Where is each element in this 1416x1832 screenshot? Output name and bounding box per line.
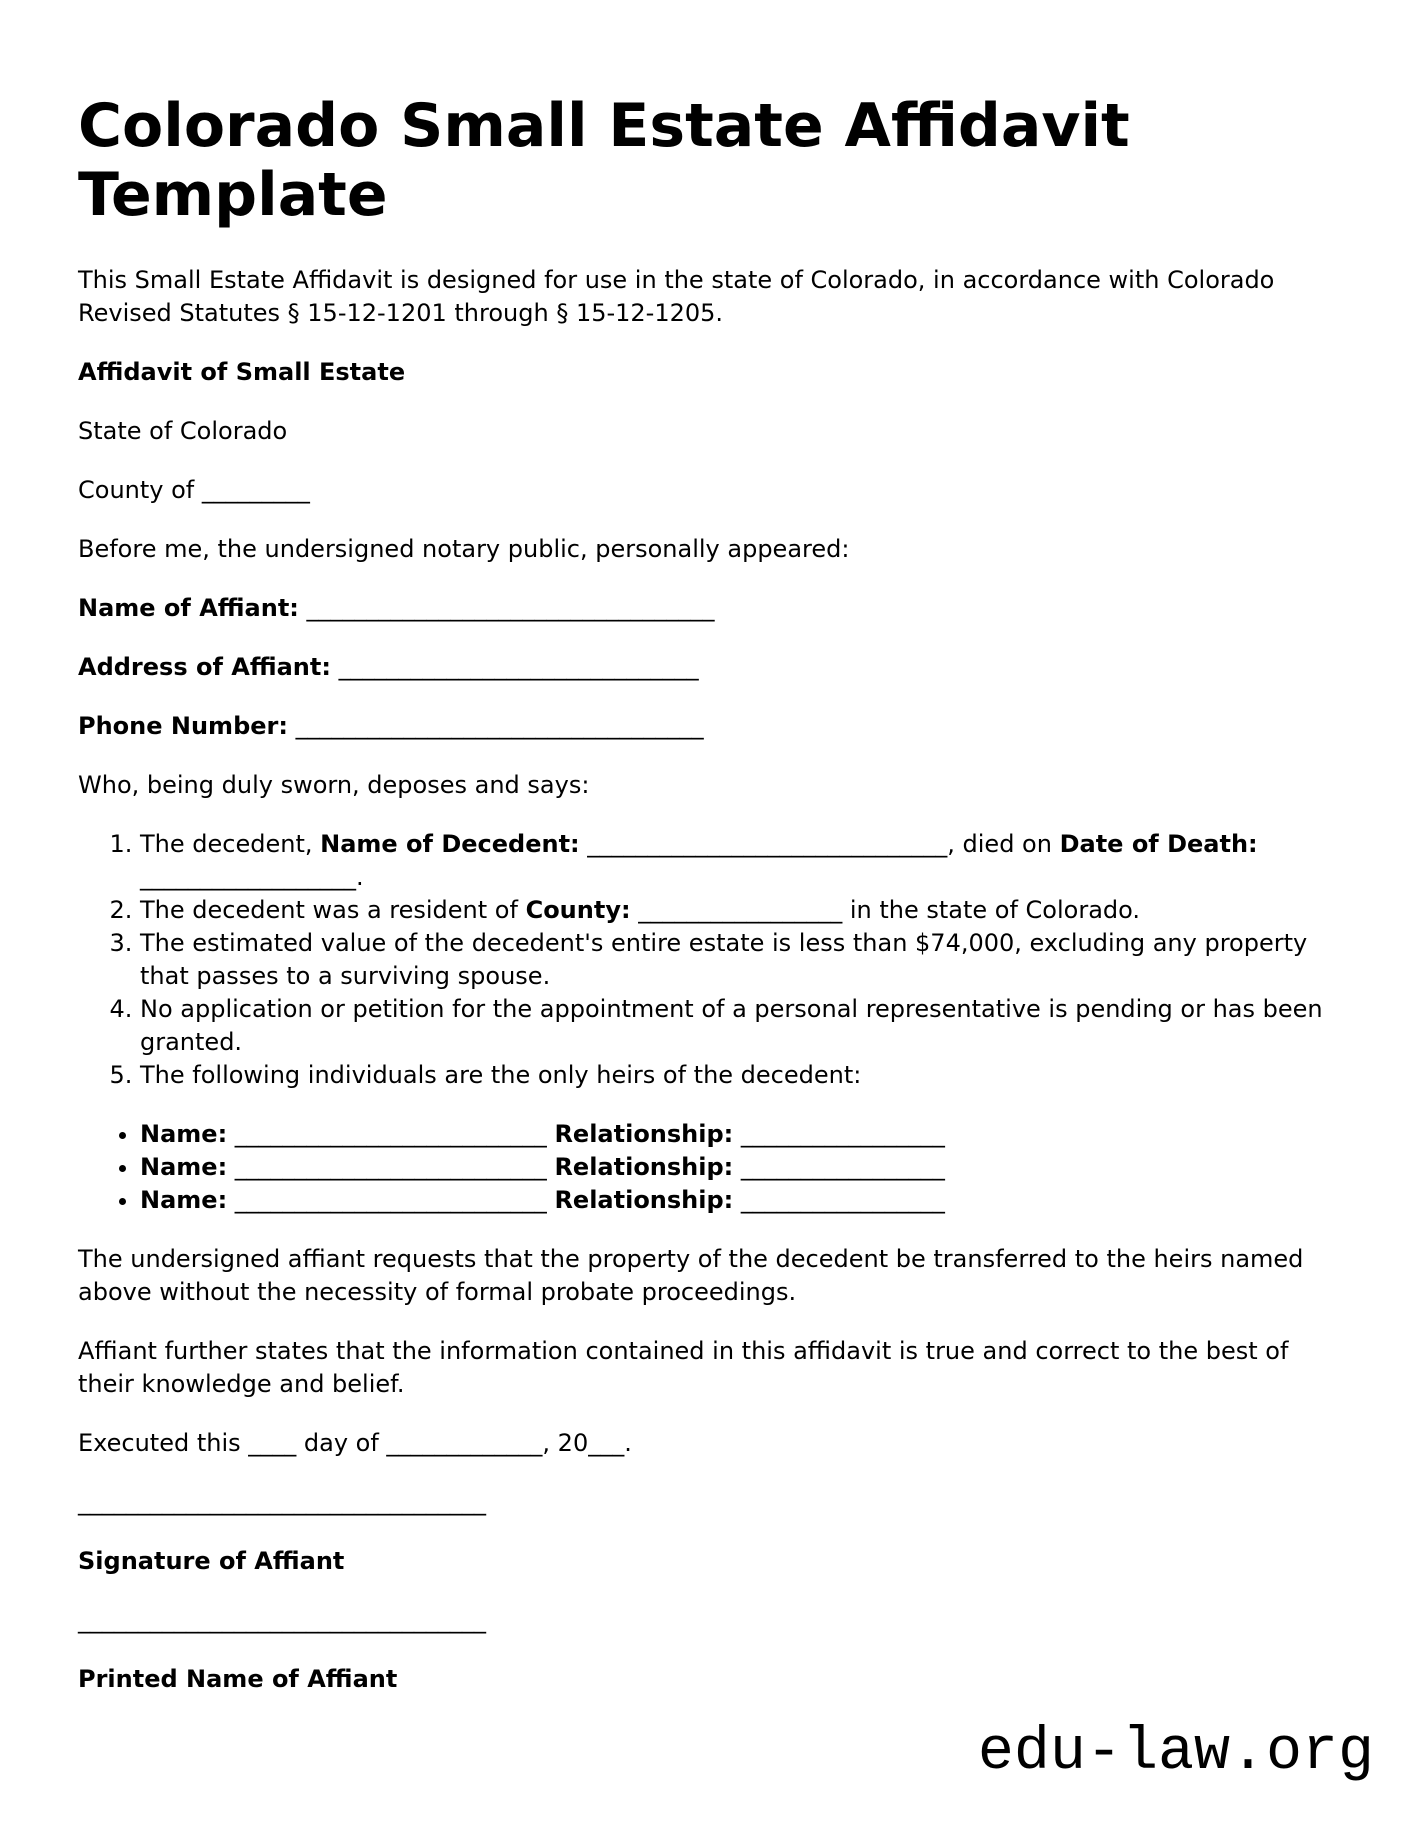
request-paragraph: The undersigned affiant requests that the property of the decedent be transferred to the heirs named above without the necessity of formal probate proceedings. xyxy=(78,1245,1304,1306)
page-title: Colorado Small Estate Affidavit Template xyxy=(78,91,1130,230)
heir-item-3: • Name: __________________________ Relationship: _________________ xyxy=(140,1184,1338,1217)
declarations-list xyxy=(78,828,1338,1092)
state-line: State of Colorado xyxy=(78,417,288,445)
signature-blank-line: __________________________________ xyxy=(78,1488,486,1516)
heirs-list xyxy=(78,1118,1338,1217)
notary-line: Before me, the undersigned notary public, personally appeared: xyxy=(78,535,850,563)
heir-item-2: • Name: __________________________ Relationship: _________________ xyxy=(140,1151,1338,1184)
declaration-item-4: 4. No application or petition for the appointment of a personal representative is pending or has been granted. xyxy=(140,993,1338,1059)
heir-item-1: • Name: __________________________ Relationship: _________________ xyxy=(140,1118,1338,1151)
declaration-item-2: 2. The decedent was a resident of County: _________________ in the state of Colorado. xyxy=(140,894,1338,927)
sworn-line: Who, being duly sworn, deposes and says: xyxy=(78,771,590,799)
watermark-edu-law: edu-law.org xyxy=(977,1719,1374,1787)
county-line: County of _________ xyxy=(78,476,310,504)
intro-paragraph: This Small Estate Affidavit is designed for use in the state of Colorado, in accordance with Colorado Revised Statutes § 15-12-1201 through § 15-12-1205. xyxy=(78,266,1275,327)
executed-line: Executed this ____ day of _____________, 20___. xyxy=(78,1429,632,1457)
printed-name-blank-line: __________________________________ xyxy=(78,1606,486,1634)
declaration-item-3: 3. The estimated value of the decedent's entire estate is less than $74,000, excluding any property that passes to a surviving spouse. xyxy=(140,927,1338,993)
declaration-item-1: 1. The decedent, Name of Decedent: ______________________________, died on Date of Death: __________________. xyxy=(140,828,1338,894)
printed-name-label: Printed Name of Affiant xyxy=(78,1665,398,1693)
truth-paragraph: Affiant further states that the information contained in this affidavit is true and correct to the best of their knowledge and belief. xyxy=(78,1337,1289,1398)
signature-label: Signature of Affiant xyxy=(78,1547,345,1575)
declaration-item-5: 5. The following individuals are the only heirs of the decedent: xyxy=(140,1059,1338,1092)
affiant-name-field: Name of Affiant: __________________________________ xyxy=(78,594,715,622)
affiant-phone-field: Phone Number: __________________________________ xyxy=(78,712,704,740)
section-heading: Affidavit of Small Estate xyxy=(78,358,406,386)
affiant-address-field: Address of Affiant: ______________________________ xyxy=(78,653,699,681)
